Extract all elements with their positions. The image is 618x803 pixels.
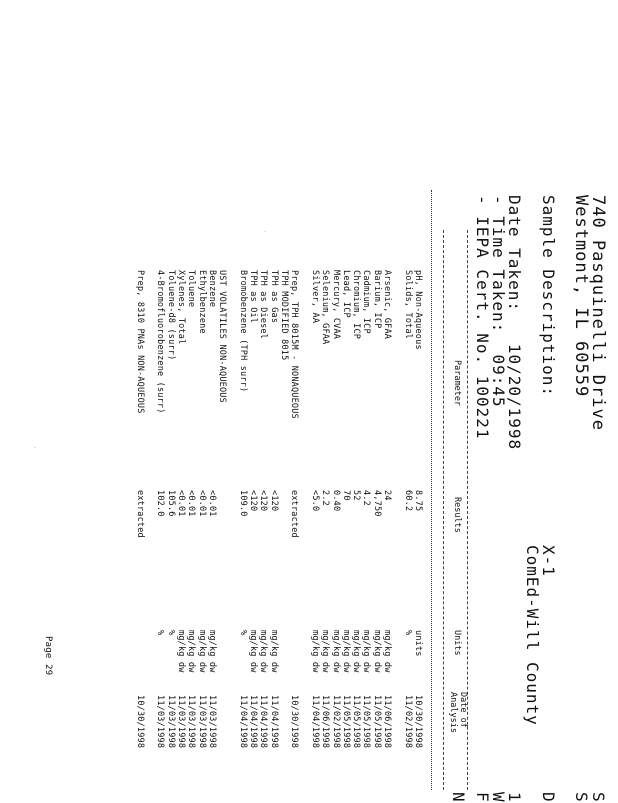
col-header-date-of-analysis: Date of Analysis bbox=[448, 692, 468, 733]
cell-units: mg/kg dw bbox=[351, 630, 362, 673]
cell-date: 10/30/1998 bbox=[134, 695, 145, 749]
cell-parameter: Toluene bbox=[186, 270, 197, 308]
cell-parameter: pH, Non-Aqueous bbox=[413, 270, 423, 350]
cell-date: 11/03/1998 bbox=[207, 695, 217, 749]
cell-result: <0.01 bbox=[186, 490, 197, 517]
cell-parameter: Lead, ICP bbox=[340, 270, 351, 318]
cell-date: 11/06/1998 bbox=[320, 695, 331, 749]
cell-result: 102.0 bbox=[155, 490, 166, 517]
cell-date: 11/04/1998 bbox=[310, 695, 320, 749]
clipped-edge-letter: S bbox=[589, 792, 608, 803]
cell-units: mg/kg dw bbox=[186, 630, 197, 673]
cell-result: 105.6 bbox=[165, 490, 176, 517]
cell-parameter: Selenium, GFAA bbox=[320, 270, 331, 345]
cell-date: 11/03/1998 bbox=[196, 695, 207, 749]
cell-date: 10/30/1998 bbox=[413, 695, 423, 749]
cell-date: 11/06/1998 bbox=[382, 695, 393, 749]
lab-city-state-zip: Westmont, IL 60559 bbox=[571, 195, 591, 398]
cell-parameter: Cadmium, ICP bbox=[361, 270, 372, 334]
cell-result: 109.0 bbox=[237, 490, 248, 517]
col-header-units: Units bbox=[452, 630, 462, 656]
cell-result: <0.01 bbox=[207, 490, 217, 517]
cell-units: mg/kg dw bbox=[248, 630, 259, 673]
cell-result: <5.0 bbox=[310, 490, 320, 512]
cell-parameter: TPH MODIFIED 8015 bbox=[279, 270, 290, 361]
clipped-edge-letter: F bbox=[473, 792, 492, 803]
cell-result: <0.01 bbox=[196, 490, 207, 517]
clipped-edge-letter: N bbox=[449, 792, 468, 803]
cell-date: 11/05/1998 bbox=[340, 695, 351, 749]
cell-parameter: Barium, ICP bbox=[371, 270, 382, 329]
cell-units: mg/kg dw bbox=[258, 630, 269, 673]
sample-description-label: Sample Description: bbox=[539, 195, 558, 398]
cell-parameter: Ethylbenzene bbox=[196, 270, 207, 334]
cell-result: 0.40 bbox=[330, 490, 341, 512]
cell-units: mg/kg dw bbox=[207, 630, 217, 673]
cell-date: 11/03/1998 bbox=[165, 695, 176, 749]
cell-units: units bbox=[413, 630, 423, 657]
clipped-edge-letter: 1 bbox=[505, 792, 524, 803]
cell-parameter: TPH as Diesel bbox=[258, 270, 269, 340]
clipped-edge-letter: W bbox=[489, 792, 508, 803]
cell-result: 24 bbox=[382, 490, 393, 501]
cell-parameter: Prep, 8310 PNAs NON-AQUEOUS bbox=[134, 270, 145, 414]
cell-parameter: Xylenes, Total bbox=[176, 270, 187, 345]
cell-date: 11/05/1998 bbox=[371, 695, 382, 749]
cell-parameter: UST VOLATILES NON-AQUEOUS bbox=[217, 270, 228, 403]
column-header-divider bbox=[443, 230, 444, 790]
scan-speck: · bbox=[31, 446, 38, 450]
cell-result: <0.01 bbox=[176, 490, 187, 517]
cell-date: 11/03/1998 bbox=[186, 695, 197, 749]
cell-date: 11/04/1998 bbox=[237, 695, 248, 749]
cell-parameter: Prep, TPH 8015M - NONAQUEOUS bbox=[289, 270, 300, 419]
cell-parameter: Arsenic, GFAA bbox=[382, 270, 393, 340]
cell-result: extracted bbox=[289, 490, 300, 538]
iepa-cert: - IEPA Cert. No. 100221 bbox=[473, 195, 492, 440]
cell-units: mg/kg dw bbox=[330, 630, 341, 673]
cell-units: % bbox=[402, 630, 413, 636]
scan-speck: · bbox=[261, 230, 268, 234]
cell-parameter: Benzene bbox=[207, 270, 217, 308]
cell-parameter: TPH as Gas bbox=[268, 270, 279, 324]
cell-units: mg/kg dw bbox=[310, 630, 320, 673]
cell-parameter: TPH as Oil bbox=[248, 270, 259, 324]
cell-date: 11/04/1998 bbox=[258, 695, 269, 749]
cell-parameter: Bromobenzene (TPH surr) bbox=[237, 270, 248, 393]
cell-date: 10/30/1998 bbox=[289, 695, 300, 749]
cell-date: 11/04/1998 bbox=[248, 695, 259, 749]
cell-parameter: Solids, Total bbox=[402, 270, 413, 340]
cell-parameter: Chromium, ICP bbox=[351, 270, 362, 340]
cell-result: extracted bbox=[134, 490, 145, 538]
cell-parameter: Silver, AA bbox=[310, 270, 320, 324]
cell-units: % bbox=[155, 630, 166, 636]
cell-parameter: Toluene-d8 (surr) bbox=[165, 270, 176, 361]
cell-units: % bbox=[165, 630, 176, 636]
cell-date: 11/05/1998 bbox=[351, 695, 362, 749]
cell-result: <120 bbox=[268, 490, 279, 512]
cell-result: 2.2 bbox=[320, 490, 331, 506]
cell-result: 8.75 bbox=[413, 490, 423, 512]
col-header-parameter: Parameter bbox=[452, 360, 462, 407]
cell-units: mg/kg dw bbox=[320, 630, 331, 673]
cell-units: mg/kg dw bbox=[382, 630, 393, 673]
cell-date: 11/04/1998 bbox=[268, 695, 279, 749]
lab-street-address: 740 Pasquinelli Drive bbox=[588, 195, 608, 431]
cell-parameter: 4-Bromofluorobenzene (surr) bbox=[155, 270, 166, 414]
time-taken: - Time Taken: 09:45 bbox=[489, 195, 508, 408]
col-header-results: Results bbox=[452, 497, 462, 533]
cell-result: <120 bbox=[248, 490, 259, 512]
cell-units: mg/kg dw bbox=[176, 630, 187, 673]
cell-result: <120 bbox=[258, 490, 269, 512]
cell-parameter: Mercury, CVAA bbox=[330, 270, 341, 340]
cell-result: 4,750 bbox=[371, 490, 382, 517]
cell-result: 4.2 bbox=[361, 490, 372, 506]
cell-units: mg/kg dw bbox=[196, 630, 207, 673]
sample-location: ComEd-Will County bbox=[523, 545, 542, 726]
cell-units: mg/kg dw bbox=[361, 630, 372, 673]
cell-units: mg/kg dw bbox=[340, 630, 351, 673]
cell-date: 11/02/1998 bbox=[330, 695, 341, 749]
cell-result: 60.2 bbox=[402, 490, 413, 512]
clipped-edge-letter: S bbox=[572, 792, 591, 803]
sample-id: X-1 bbox=[539, 545, 558, 577]
date-taken: Date Taken: 10/20/1998 bbox=[505, 195, 524, 451]
cell-result: 52 bbox=[351, 490, 362, 501]
clipped-edge-letter: D bbox=[539, 792, 558, 803]
cell-units: mg/kg dw bbox=[371, 630, 382, 673]
page-number: Page 29 bbox=[43, 636, 53, 676]
cell-date: 11/03/1998 bbox=[176, 695, 187, 749]
cell-units: % bbox=[237, 630, 248, 636]
cell-result: 70 bbox=[340, 490, 351, 501]
table-left-rule bbox=[431, 190, 432, 790]
cell-date: 11/03/1998 bbox=[155, 695, 166, 749]
cell-date: 11/02/1998 bbox=[402, 695, 413, 749]
cell-date: 11/05/1998 bbox=[361, 695, 372, 749]
cell-units: mg/kg dw bbox=[268, 630, 279, 673]
